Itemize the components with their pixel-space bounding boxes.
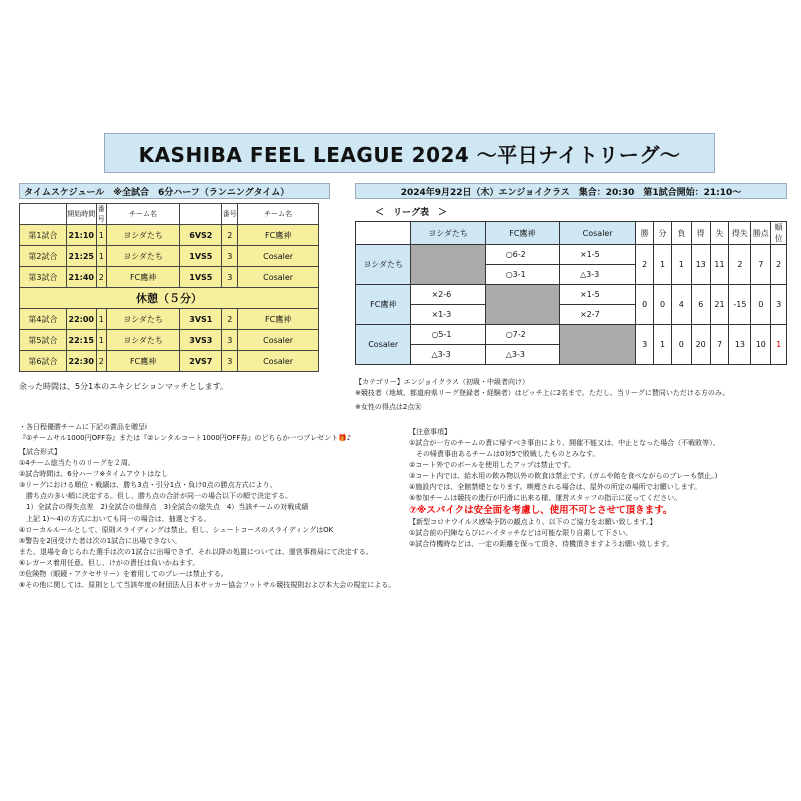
league-result: ○6-2 [485,245,559,265]
table-row [20,309,319,330]
match-label: 第5試合 [20,330,67,351]
col-team1: チーム名 [106,204,180,225]
col-team2: チーム名 [238,204,319,225]
table-row [20,351,319,372]
league-result: △3-3 [559,265,635,285]
col-time: 開始時間 [66,204,96,225]
league-col-losses: 負 [671,222,691,245]
caution-line: ③コート内では、給水用の飲み物以外の飲食は禁止です。(ガムや飴を食べながらのプレーも禁止。) [409,472,718,480]
caution-line: ④施設内では、全館禁煙となります。喫煙される場合は、屋外の所定の場所でお願いします。 [409,483,702,491]
rules-line: 勝ち点の多い順に決定する。但し、勝ち点の合計が同一の場合以下の順で決定する。 [19,492,292,501]
league-col-goals-against: 失 [710,222,729,245]
date-header: 2024年9月22日（木）エンジョイクラス 集合：20:30 第1試合開始：21:10～ [355,183,787,199]
league-stat: 10 [751,325,771,365]
league-col-goal-diff: 得失 [729,222,751,245]
league-rank: 3 [771,285,787,325]
match-label: 第6試合 [20,351,67,372]
league-col-wins: 勝 [636,222,654,245]
rules-line: ③リーグにおける順位・戦績は、勝ち3点・引分1点・負け0点の勝点方式により、 [19,481,277,490]
league-stat: 13 [729,325,751,365]
team1-number: 2 [96,351,106,372]
rules-line: また、退場を命じられた選手は次の1試合に出場できず、それ以降の処置については、運営事務局にて決定する。 [19,547,373,556]
col-num2: 番号 [222,204,238,225]
schedule-header-row [20,204,319,225]
rules-line: 1）全試合の得失点差 2)全試合の総得点 3)全試合の総失点 4）当該チームの対戦成績 [19,503,309,512]
rules-line: ⑦危険物（眼鏡・アクセサリー）を着用してのプレーは禁止する。 [19,570,228,579]
league-col-team: Cosaler [559,222,635,245]
team1-number: 1 [96,246,106,267]
league-self-cell [485,285,559,325]
team1-number: 1 [96,225,106,246]
league-table [355,221,787,365]
rules-line: ②試合時間は、6分ハーフ※タイムアウトはなし [19,470,169,479]
rules-line: 上記 1)～4)の方式においても同一の場合は、抽選とする。 [19,514,211,523]
league-col-team: FC鷹神 [485,222,559,245]
league-stat: 11 [710,245,729,285]
team2-name: Cosaler [238,246,319,267]
team2-number: 3 [222,351,238,372]
match-score: 1VS5 [180,267,222,288]
category-line: 【カテゴリー】エンジョイクラス（初級・中級者向け） [355,378,530,386]
match-label: 第3試合 [20,267,67,288]
caution-line: ①試合が一方のチームの責に帰すべき事由により、開催不能又は、中止となった場合（不戦敗等）、 [409,439,720,447]
league-result: ×1-5 [559,285,635,305]
league-stat: 1 [654,325,672,365]
league-rank: 1 [771,325,787,365]
team1-number: 1 [96,330,106,351]
team1-name: FC鷹神 [106,351,180,372]
league-result: △3-3 [411,345,485,365]
match-time: 21:40 [66,267,96,288]
league-stat: 0 [636,285,654,325]
team1-name: ヨシダたち [106,246,180,267]
match-score: 1VS5 [180,246,222,267]
rules-line: ⑤警告を2回受けた者は次の1試合に出場できない。 [19,536,182,545]
caution-heading: 【注意事項】 [409,428,451,436]
match-score: 3VS3 [180,330,222,351]
league-col-points: 勝点 [751,222,771,245]
covid-heading: 【新型コロナウイルス感染予防の観点より、以下のご協力をお願い致します。】 [409,518,657,526]
league-result: ×2-7 [559,305,635,325]
schedule-table [19,203,319,372]
team2-name: Cosaler [238,351,319,372]
league-result: ○7-2 [485,325,559,345]
team2-name: FC鷹神 [238,225,319,246]
rules-line: ⑧その他に関しては、原則として当該年度の財団法人日本サッカー協会フットサル競技規則および本大会の規定による。 [19,581,396,590]
table-row [20,246,319,267]
match-score: 3VS1 [180,309,222,330]
schedule-header: タイムスケジュール ※全試合 6分ハーフ（ランニングタイム） [19,183,330,199]
league-team-name: Cosaler [356,325,411,365]
rules-line: ⑥レガース着用任意。但し、けがの責任は負いかねます。 [19,558,200,567]
col-score [180,204,222,225]
league-result: ×2-6 [411,285,485,305]
league-team-name: FC鷹神 [356,285,411,325]
league-stat: 4 [671,285,691,325]
league-result: ○5-1 [411,325,485,345]
match-time: 22:00 [66,309,96,330]
league-stat: 21 [710,285,729,325]
team2-number: 3 [222,330,238,351]
match-time: 21:10 [66,225,96,246]
league-stat: 1 [671,245,691,285]
team2-name: FC鷹神 [238,309,319,330]
schedule-footnote: 余った時間は、5分1本のエキシビションマッチとします。 [19,382,228,391]
team1-name: ヨシダたち [106,225,180,246]
prize-line: 『①チームサル1000円OFF券』または『②レンタルコート1000円OFF券』のどちらか一つプレゼント🎁♪ [19,434,352,442]
team1-name: ヨシダたち [106,330,180,351]
prize-section [19,422,351,444]
league-table-title: ＜ リーグ表 ＞ [375,208,448,218]
team2-name: Cosaler [238,330,319,351]
prize-line: ・各日程優勝チームに下記の賞品を贈呈ⅰ [19,423,147,431]
team1-name: ヨシダたち [106,309,180,330]
rules-line: ④ローカルルールとして、原則スライディングは禁止。但し、シュートコースのスライディングはOK [19,525,334,534]
caution-line: ②コート外でのボールを使用したアップは禁止です。 [409,461,576,469]
match-time: 22:30 [66,351,96,372]
league-row [356,285,787,305]
league-result: ×1-3 [411,305,485,325]
team2-number: 2 [222,309,238,330]
league-row [356,245,787,265]
team1-name: FC鷹神 [106,267,180,288]
league-team-name: ヨシダたち [356,245,411,285]
match-label: 第1試合 [20,225,67,246]
col-num1: 番号 [97,205,105,223]
match-score: 2VS7 [180,351,222,372]
league-stat: 3 [636,325,654,365]
break-label: 休憩（５分） [20,288,319,309]
league-stat: 2 [636,245,654,285]
category-note: ※競技者（地域、都道府県リーグ登録者・経験者）はピッチ上に2名まで。ただし、当リーグに賛同いただける方のみ。 [355,389,730,397]
category-notes [355,377,729,412]
caution-line: その帰責事由あるチームは0対5で敗戦したものとみなす。 [409,450,600,458]
team2-number: 2 [222,225,238,246]
rules-line: ①4チーム総当たりのリーグを２周。 [19,459,135,468]
league-row [356,325,787,345]
league-rank: 2 [771,245,787,285]
break-row [20,288,319,309]
match-time: 21:25 [66,246,96,267]
team2-name: Cosaler [238,267,319,288]
league-col-goals-for: 得 [691,222,710,245]
rules-line: 【試合形式】 [19,448,61,456]
league-col-corner [356,222,411,245]
spike-warning: ⑦※スパイクは安全面を考慮し、使用不可とさせて頂きます。 [409,505,673,516]
league-stat: 13 [691,245,710,285]
league-col-team: ヨシダたち [411,222,485,245]
match-time: 22:15 [66,330,96,351]
team2-number: 3 [222,246,238,267]
league-col-draws: 分 [654,222,672,245]
league-stat: 6 [691,285,710,325]
covid-line: ②試合待機時などは、一定の距離を保って頂き、待機頂きますようお願い致します。 [409,540,674,548]
team2-number: 3 [222,267,238,288]
league-stat: 7 [751,245,771,285]
col-match [20,204,67,225]
table-row [20,330,319,351]
league-self-cell [411,245,485,285]
team1-number: 2 [96,267,106,288]
league-result: △3-3 [485,345,559,365]
match-label: 第4試合 [20,309,67,330]
league-stat: 20 [691,325,710,365]
caution-section [409,427,720,550]
league-col-rank: 順位 [771,222,787,245]
match-label: 第2試合 [20,246,67,267]
league-stat: 0 [751,285,771,325]
match-score: 6VS2 [180,225,222,246]
table-row [20,267,319,288]
team1-number: 1 [96,309,106,330]
page-title: KASHIBA FEEL LEAGUE 2024 ～平日ナイトリーグ～ [104,133,715,173]
league-result: ×1-5 [559,245,635,265]
league-stat: 7 [710,325,729,365]
league-stat: 2 [729,245,751,285]
league-stat: 1 [654,245,672,285]
league-result: ○3-1 [485,265,559,285]
rules-section [19,447,395,591]
covid-line: ①試合前の円陣ならびにハイタッチなどは可能な限り自粛して下さい。 [409,529,633,537]
league-self-cell [559,325,635,365]
caution-line: ⑤参加チームは競技の進行が円滑に出来る様、運営スタッフの指示に従ってください。 [409,494,682,502]
league-header-row [356,222,787,245]
female-note: ※女性の得点は2点㊛ [355,403,422,411]
league-stat: 0 [654,285,672,325]
table-row [20,225,319,246]
league-stat: -15 [729,285,751,325]
league-stat: 0 [671,325,691,365]
